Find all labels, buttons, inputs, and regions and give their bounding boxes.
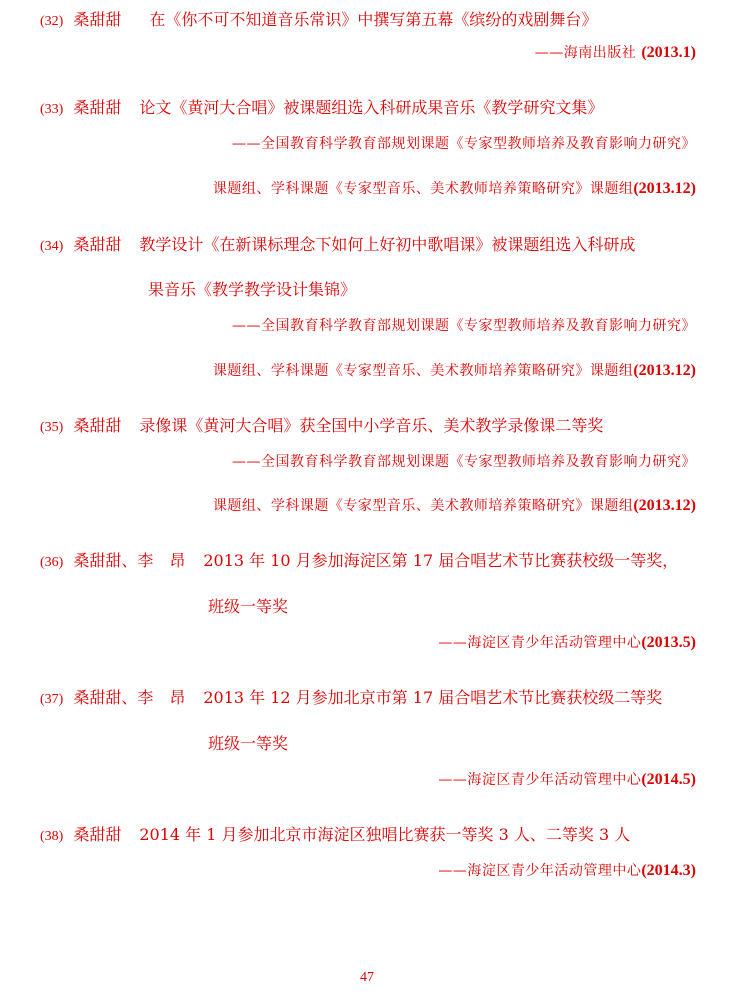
source-year: (2013.1) <box>641 44 696 61</box>
source-text: ——海南出版社 <box>534 45 637 61</box>
entry-text: 2014 年 1 月参加北京市海淀区独唱比赛获一等奖 3 人、二等奖 3 人 <box>139 825 631 844</box>
entry-33-source <box>232 133 696 154</box>
entry-34-line-2 <box>148 280 356 300</box>
source-year: (2013.12) <box>633 362 696 379</box>
source-text: ——全国教育科学教育部规划课题《专家型教师培养及教育影响力研究》 <box>232 454 696 470</box>
source-text: ——全国教育科学教育部规划课题《专家型教师培养及教育影响力研究》 <box>232 136 696 152</box>
entry-author: 桑甜甜 <box>73 98 122 117</box>
entry-author: 桑甜甜 <box>73 235 122 254</box>
entry-text: 论文《黄河大合唱》被课题组选入科研成果音乐《教学研究文集》 <box>139 98 604 117</box>
entry-number: (35) <box>40 420 64 435</box>
entry-36-source <box>438 632 696 653</box>
source-text: ——海淀区青少年活动管理中心 <box>438 772 642 788</box>
entry-34-line <box>40 235 635 257</box>
source-text: 课题组、学科课题《专家型音乐、美术教师培养策略研究》课题组 <box>212 181 634 197</box>
entry-35-source <box>232 451 696 472</box>
entry-34-source <box>232 315 696 336</box>
entry-number: (36) <box>40 555 64 570</box>
entry-35-line <box>40 416 603 438</box>
entry-32-line <box>40 10 597 32</box>
page-number: 47 <box>360 970 374 985</box>
entry-37-source <box>438 769 696 790</box>
entry-34-source-2 <box>213 360 696 381</box>
entry-35-source-2 <box>213 495 696 516</box>
source-year: (2014.3) <box>641 862 696 879</box>
entry-text: 2013 年 10 月参加海淀区第 17 届合唱艺术节比赛获校级一等奖， <box>203 551 679 570</box>
entry-author: 桑甜甜、李 昂 <box>73 688 186 707</box>
source-year: (2014.5) <box>641 771 696 788</box>
entry-33-source-2 <box>213 178 696 199</box>
entry-text: 教学设计《在新课标理念下如何上好初中歌唱课》被课题组选入科研成 <box>139 235 636 254</box>
entry-37-line-2 <box>208 734 288 754</box>
source-text: ——海淀区青少年活动管理中心 <box>438 863 642 879</box>
source-text: ——海淀区青少年活动管理中心 <box>438 635 642 651</box>
entry-number: (32) <box>40 14 64 29</box>
source-year: (2013.12) <box>633 497 696 514</box>
source-text: 课题组、学科课题《专家型音乐、美术教师培养策略研究》课题组 <box>212 498 634 514</box>
entry-33-line <box>40 98 603 120</box>
entry-36-line <box>40 551 678 573</box>
entry-text: 果音乐《教学教学设计集锦》 <box>148 280 357 299</box>
entry-number: (33) <box>40 102 64 117</box>
entry-number: (34) <box>40 239 64 254</box>
entry-32-source <box>535 42 696 63</box>
entry-text: 班级一等奖 <box>208 597 289 616</box>
entry-38-source <box>438 860 696 881</box>
entry-36-line-2 <box>208 597 288 617</box>
entry-text: 录像课《黄河大合唱》获全国中小学音乐、美术教学录像课二等奖 <box>139 416 604 435</box>
entry-text: 2013 年 12 月参加北京市第 17 届合唱艺术节比赛获校级二等奖 <box>203 688 663 707</box>
source-year: (2013.5) <box>641 634 696 651</box>
entry-37-line <box>40 688 662 710</box>
source-year: (2013.12) <box>633 180 696 197</box>
entry-author: 桑甜甜 <box>73 416 122 435</box>
entry-text: 在《你不可不知道音乐常识》中撰写第五幕《缤纷的戏剧舞台》 <box>149 10 598 29</box>
entry-38-line <box>40 825 630 847</box>
entry-number: (38) <box>40 829 64 844</box>
entry-author: 桑甜甜 <box>73 825 122 844</box>
source-text: ——全国教育科学教育部规划课题《专家型教师培养及教育影响力研究》 <box>232 318 696 334</box>
source-text: 课题组、学科课题《专家型音乐、美术教师培养策略研究》课题组 <box>212 363 634 379</box>
entry-author: 桑甜甜、李 昂 <box>73 551 186 570</box>
entry-text: 班级一等奖 <box>208 734 289 753</box>
entry-number: (37) <box>40 692 64 707</box>
entry-author: 桑甜甜 <box>73 10 122 29</box>
